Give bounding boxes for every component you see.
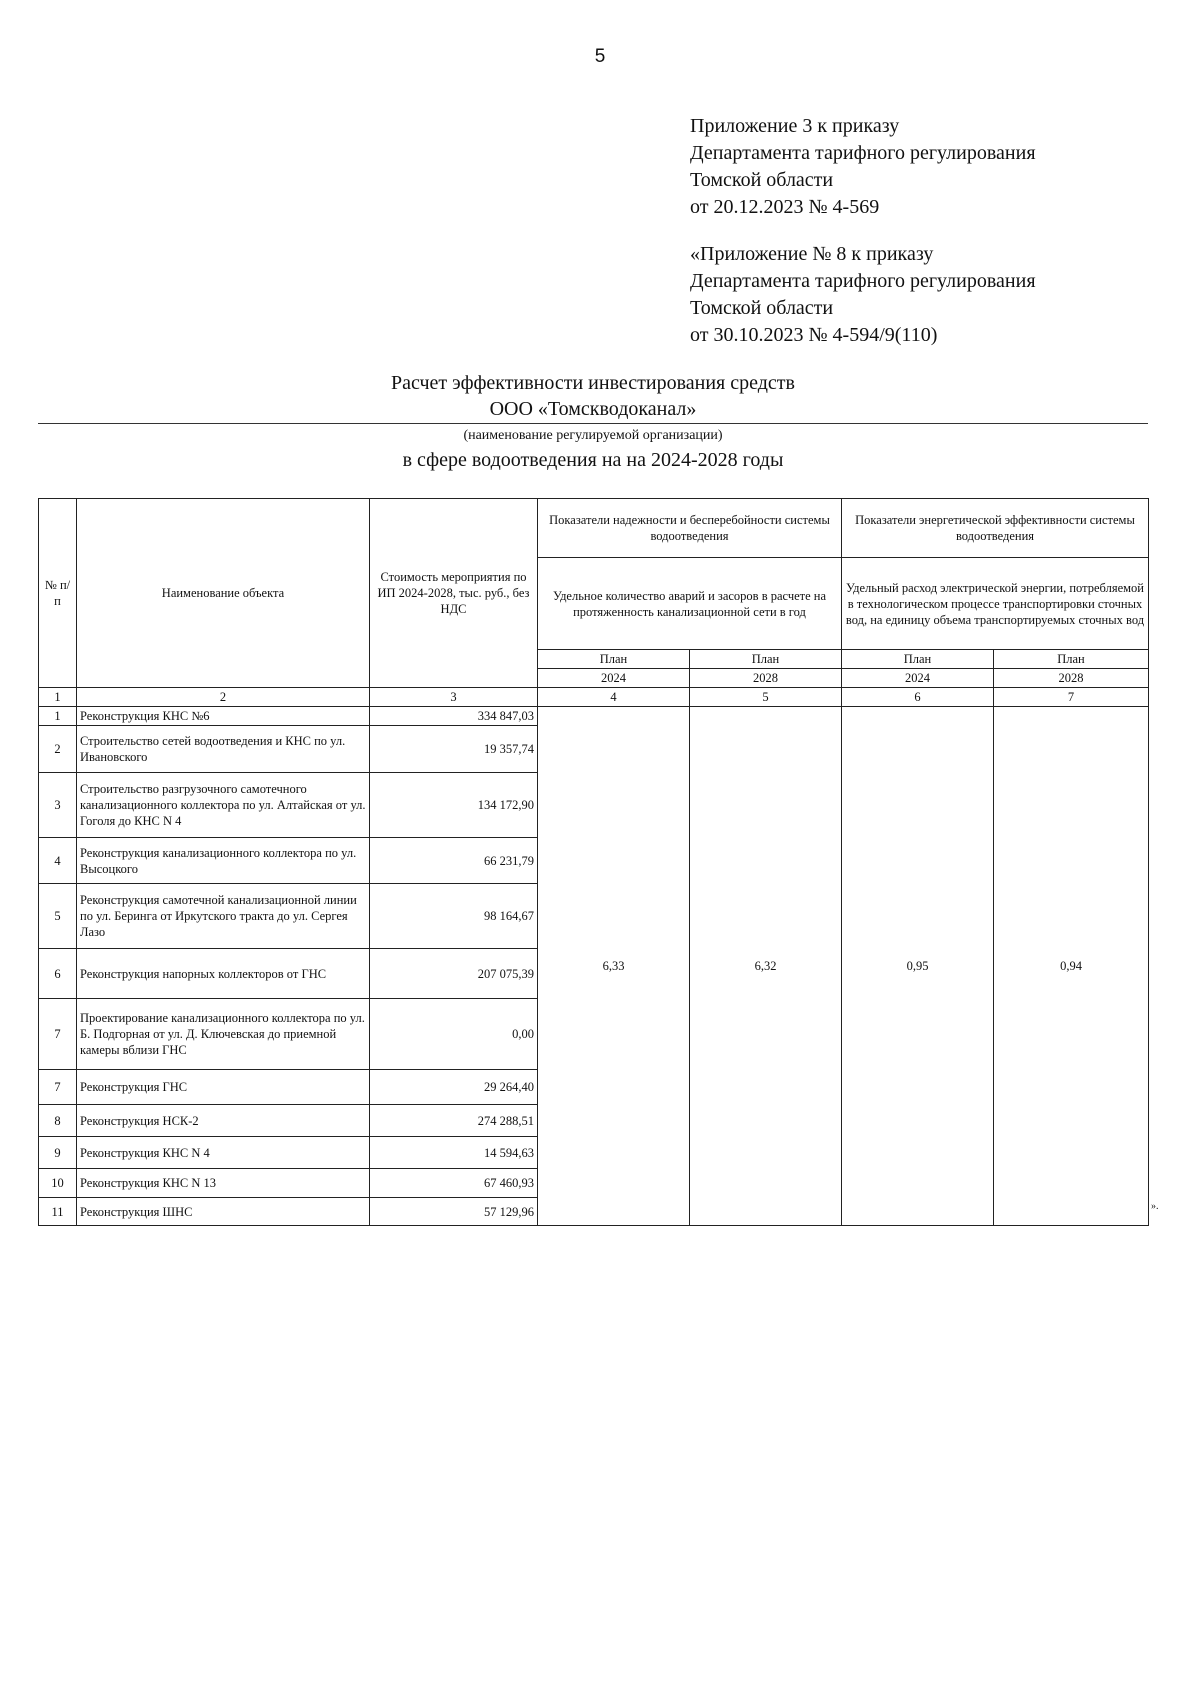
header-plan: План bbox=[690, 650, 842, 669]
row-num: 6 bbox=[39, 949, 77, 999]
organization-name: ООО «Томскводоканал» bbox=[489, 398, 697, 420]
organization-underline bbox=[38, 423, 1148, 424]
column-number: 3 bbox=[370, 688, 538, 707]
annex-line: Томской области bbox=[690, 169, 834, 191]
row-cost: 274 288,51 bbox=[370, 1105, 538, 1137]
row-num: 11 bbox=[39, 1198, 77, 1226]
header-num: № п/п bbox=[39, 499, 77, 688]
energy-2028-value: 0,94 bbox=[994, 707, 1149, 1226]
page-number: 5 bbox=[594, 46, 606, 67]
row-num: 4 bbox=[39, 838, 77, 884]
reliability-2028-value: 6,32 bbox=[690, 707, 842, 1226]
row-num: 5 bbox=[39, 884, 77, 949]
row-name: Проектирование канализационного коллектора по ул. Б. Подгорная от ул. Д. Ключевская до приемной камеры вблизи ГНС bbox=[77, 999, 370, 1070]
header-cost: Стоимость мероприятия по ИП 2024-2028, тыс. руб., без НДС bbox=[370, 499, 538, 688]
row-cost: 29 264,40 bbox=[370, 1070, 538, 1105]
row-name: Реконструкция ШНС bbox=[77, 1198, 370, 1226]
row-num: 7 bbox=[39, 1070, 77, 1105]
row-name: Строительство разгрузочного самотечного канализационного коллектора по ул. Алтайская от ул. Гоголя до КНС N 4 bbox=[77, 773, 370, 838]
row-cost: 334 847,03 bbox=[370, 707, 538, 726]
header-year: 2024 bbox=[842, 669, 994, 688]
column-number: 7 bbox=[994, 688, 1149, 707]
row-num: 3 bbox=[39, 773, 77, 838]
row-name: Реконструкция НСК-2 bbox=[77, 1105, 370, 1137]
header-plan: План bbox=[994, 650, 1149, 669]
row-name: Реконструкция КНС N 4 bbox=[77, 1137, 370, 1169]
row-num: 10 bbox=[39, 1169, 77, 1198]
column-number: 6 bbox=[842, 688, 994, 707]
annex-line: Томской области bbox=[690, 297, 834, 319]
row-cost: 134 172,90 bbox=[370, 773, 538, 838]
row-name: Строительство сетей водоотведения и КНС по ул. Ивановского bbox=[77, 726, 370, 773]
header-energy-indicator: Удельный расход электрической энергии, потребляемой в технологическом процессе транспортировки сточных вод, на единицу объема транспортируемых сточных вод bbox=[842, 558, 1149, 650]
header-energy-group: Показатели энергетической эффективности системы водоотведения bbox=[842, 499, 1149, 558]
row-name: Реконструкция КНС N 13 bbox=[77, 1169, 370, 1198]
row-num: 7 bbox=[39, 999, 77, 1070]
document-subtitle: в сфере водоотведения на на 2024-2028 годы bbox=[402, 449, 784, 471]
row-cost: 14 594,63 bbox=[370, 1137, 538, 1169]
annex-current-reference bbox=[690, 113, 1036, 221]
annex-line: Приложение 3 к приказу bbox=[690, 115, 900, 137]
row-num: 9 bbox=[39, 1137, 77, 1169]
investment-efficiency-table bbox=[38, 498, 1149, 1226]
header-name: Наименование объекта bbox=[77, 499, 370, 688]
organization-caption: (наименование регулируемой организации) bbox=[463, 428, 723, 443]
row-name: Реконструкция напорных коллекторов от ГНС bbox=[77, 949, 370, 999]
row-cost: 98 164,67 bbox=[370, 884, 538, 949]
header-reliability-group: Показатели надежности и бесперебойности системы водоотведения bbox=[538, 499, 842, 558]
column-number: 5 bbox=[690, 688, 842, 707]
annex-line: «Приложение № 8 к приказу bbox=[690, 243, 934, 265]
annex-line: от 20.12.2023 № 4-569 bbox=[690, 196, 880, 218]
closing-quote-mark: ». bbox=[1151, 1201, 1159, 1212]
header-year: 2024 bbox=[538, 669, 690, 688]
row-name: Реконструкция КНС №6 bbox=[77, 707, 370, 726]
column-number: 4 bbox=[538, 688, 690, 707]
header-plan: План bbox=[538, 650, 690, 669]
row-cost: 66 231,79 bbox=[370, 838, 538, 884]
row-cost: 207 075,39 bbox=[370, 949, 538, 999]
annex-original-reference bbox=[690, 241, 1036, 349]
reliability-2024-value: 6,33 bbox=[538, 707, 690, 1226]
row-num: 1 bbox=[39, 707, 77, 726]
column-number: 1 bbox=[39, 688, 77, 707]
header-reliability-indicator: Удельное количество аварий и засоров в расчете на протяженность канализационной сети в год bbox=[538, 558, 842, 650]
row-cost: 0,00 bbox=[370, 999, 538, 1070]
header-year: 2028 bbox=[994, 669, 1149, 688]
row-cost: 57 129,96 bbox=[370, 1198, 538, 1226]
row-num: 2 bbox=[39, 726, 77, 773]
row-cost: 67 460,93 bbox=[370, 1169, 538, 1198]
row-name: Реконструкция самотечной канализационной линии по ул. Беринга от Иркутского тракта до ул. Сергея Лазо bbox=[77, 884, 370, 949]
row-name: Реконструкция канализационного коллектора по ул. Высоцкого bbox=[77, 838, 370, 884]
document-title: Расчет эффективности инвестирования средств bbox=[391, 372, 795, 394]
table-row bbox=[39, 707, 1149, 726]
annex-line: Департамента тарифного регулирования bbox=[690, 270, 1036, 292]
header-year: 2028 bbox=[690, 669, 842, 688]
row-name: Реконструкция ГНС bbox=[77, 1070, 370, 1105]
row-cost: 19 357,74 bbox=[370, 726, 538, 773]
row-num: 8 bbox=[39, 1105, 77, 1137]
header-plan: План bbox=[842, 650, 994, 669]
column-number: 2 bbox=[77, 688, 370, 707]
annex-line: от 30.10.2023 № 4-594/9(110) bbox=[690, 324, 938, 346]
energy-2024-value: 0,95 bbox=[842, 707, 994, 1226]
annex-line: Департамента тарифного регулирования bbox=[690, 142, 1036, 164]
